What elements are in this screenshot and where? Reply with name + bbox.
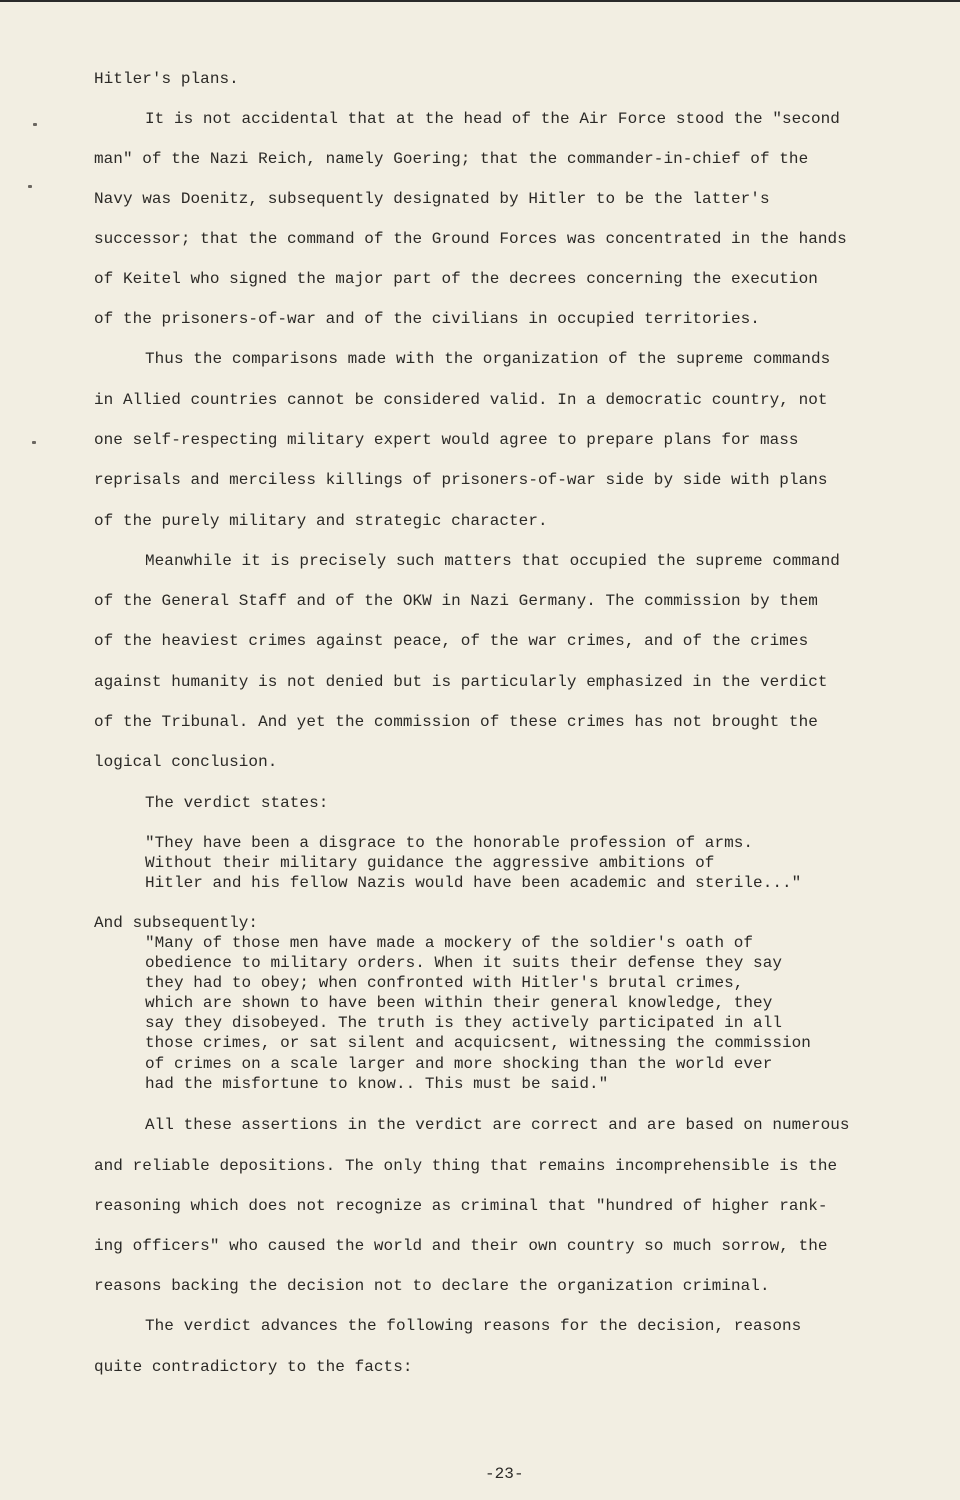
text-line: Navy was Doenitz, subsequently designated by Hitler to be the latter's	[94, 190, 770, 208]
quote-line: had the misfortune to know.. This must be said."	[145, 1075, 609, 1093]
quote-line: Without their military guidance the aggressive ambitions of	[145, 854, 715, 872]
text-line: Hitler's plans.	[94, 70, 239, 88]
quote-line: they had to obey; when confronted with Hitler's brutal crimes,	[145, 974, 744, 992]
text-line: one self-respecting military expert would agree to prepare plans for mass	[94, 431, 799, 449]
text-line: of the heaviest crimes against peace, of the war crimes, and of the crimes	[94, 632, 809, 650]
text-line: man" of the Nazi Reich, namely Goering; that the commander-in-chief of the	[94, 150, 809, 168]
text-line: The verdict states:	[145, 794, 329, 812]
text-line: of the Tribunal. And yet the commission of these crimes has not brought the	[94, 713, 818, 731]
text-line: It is not accidental that at the head of the Air Force stood the "second	[145, 110, 840, 128]
text-line: quite contradictory to the facts:	[94, 1358, 413, 1376]
text-line: Meanwhile it is precisely such matters that occupied the supreme command	[145, 552, 840, 570]
quote-line: "They have been a disgrace to the honorable profession of arms.	[145, 834, 754, 852]
text-line: reasons backing the decision not to declare the organization criminal.	[94, 1277, 770, 1295]
quote-line: which are shown to have been within their general knowledge, they	[145, 994, 773, 1012]
text-line: And subsequently:	[94, 914, 259, 932]
text-line: of the purely military and strategic character.	[94, 512, 548, 530]
text-line: Thus the comparisons made with the organization of the supreme commands	[145, 350, 831, 368]
text-line: The verdict advances the following reasons for the decision, reasons	[145, 1317, 802, 1335]
text-line: and reliable depositions. The only thing that remains incomprehensible is the	[94, 1157, 838, 1175]
quote-line: "Many of those men have made a mockery of the soldier's oath of	[145, 934, 754, 952]
quote-line: of crimes on a scale larger and more shocking than the world ever	[145, 1055, 773, 1073]
quote-line: those crimes, or sat silent and acquicsent, witnessing the commission	[145, 1034, 811, 1052]
text-line: All these assertions in the verdict are correct and are based on numerous	[145, 1116, 850, 1134]
margin-mark	[33, 123, 37, 126]
text-line: against humanity is not denied but is particularly emphasized in the verdict	[94, 673, 828, 691]
quote-line: say they disobeyed. The truth is they actively participated in all	[145, 1014, 783, 1032]
text-line: logical conclusion.	[94, 753, 278, 771]
margin-mark	[32, 441, 36, 444]
text-line: reprisals and merciless killings of prisoners-of-war side by side with plans	[94, 471, 828, 489]
text-line: of the General Staff and of the OKW in Nazi Germany. The commission by them	[94, 592, 818, 610]
text-line: of the prisoners-of-war and of the civilians in occupied territories.	[94, 310, 760, 328]
text-line: reasoning which does not recognize as criminal that "hundred of higher rank-	[94, 1197, 828, 1215]
quote-line: Hitler and his fellow Nazis would have been academic and sterile..."	[145, 874, 802, 892]
text-line: in Allied countries cannot be considered valid. In a democratic country, not	[94, 391, 828, 409]
text-line: of Keitel who signed the major part of the decrees concerning the execution	[94, 270, 818, 288]
quote-line: obedience to military orders. When it suits their defense they say	[145, 954, 783, 972]
margin-mark	[28, 185, 32, 188]
text-line: successor; that the command of the Ground Forces was concentrated in the hands	[94, 230, 847, 248]
text-line: ing officers" who caused the world and their own country so much sorrow, the	[94, 1237, 828, 1255]
page-number: -23-	[485, 1465, 524, 1483]
